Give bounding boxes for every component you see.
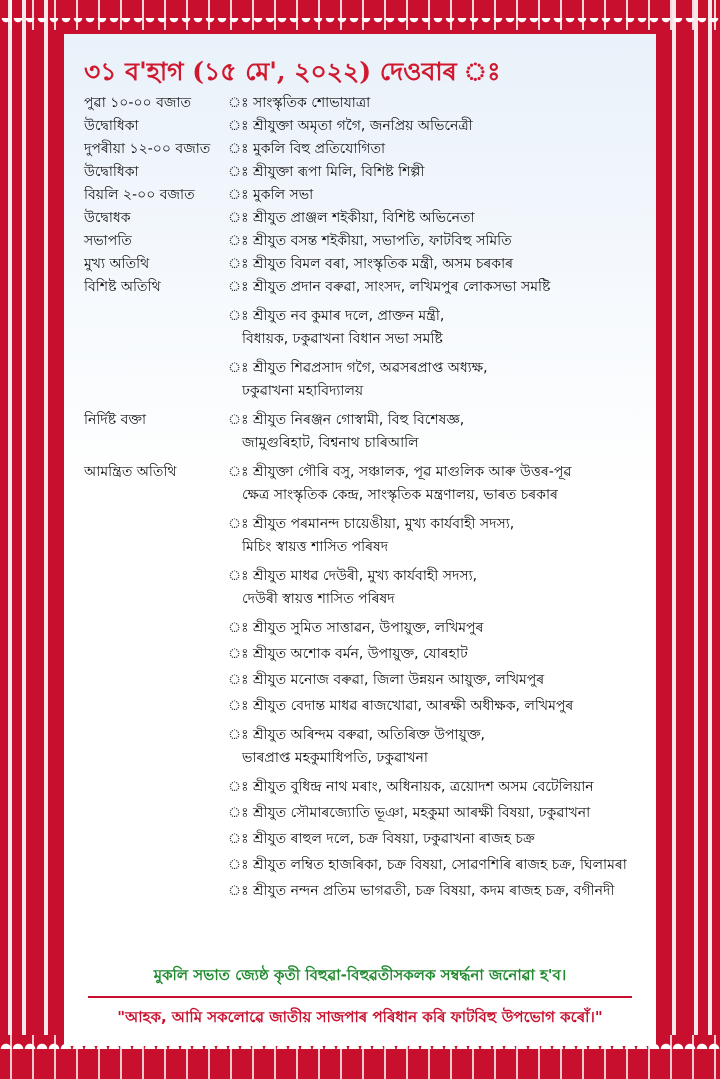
- schedule-row: [84, 643, 644, 666]
- schedule-value: ঃ শ্ৰীযুত বসন্ত শইকীয়া, সভাপতি, ফাটবিহু সমিতি: [228, 233, 512, 249]
- right-inner-stripe: [694, 0, 698, 1079]
- schedule-label: বিয়লি ২-০০ বজাত: [84, 187, 195, 203]
- schedule-label: [84, 828, 228, 851]
- schedule-value: ঃ শ্ৰীযুক্তা অমৃতা গগৈ, জনপ্ৰিয় অভিনেত্ৰী: [228, 118, 473, 134]
- schedule-row: [84, 207, 644, 230]
- right-outer-stripe: [708, 0, 712, 1079]
- schedule-value: মিচিং স্বায়ত্ত শাসিত পৰিষদ: [242, 539, 389, 555]
- schedule-value: ঃ মুকলি বিহু প্ৰতিযোগিতা: [228, 141, 386, 157]
- schedule-row: [84, 802, 644, 825]
- schedule-value: ঃ শ্ৰীযুত মনোজ বৰুৱা, জিলা উন্নয়ন আয়ুক্ত, লখিমপুৰ: [228, 672, 545, 688]
- schedule-value: ঃ মুকলি সভা: [228, 187, 314, 203]
- schedule-row: [84, 880, 644, 903]
- schedule-label: [84, 380, 228, 403]
- schedule-value: ঃ শ্ৰীযুক্তা গৌৰি বসু, সঞ্চালক, পূৱ মাগুলিক আৰু উত্তৰ-পূৱ: [228, 464, 572, 480]
- schedule-label: [84, 305, 228, 328]
- schedule-row: [84, 409, 644, 432]
- schedule-label: [84, 432, 228, 455]
- schedule-label: উদ্বোধিকা: [84, 118, 139, 134]
- schedule-value: দেউৰী স্বায়ত্ত শাসিত পৰিষদ: [242, 591, 395, 607]
- schedule-label: [84, 747, 228, 770]
- schedule-value: ঃ শ্ৰীযুক্তা ৰূপা মিলি, বিশিষ্ট শিল্পী: [228, 164, 425, 180]
- right-panel-stripe: [672, 0, 676, 1079]
- schedule-row: [84, 854, 644, 877]
- schedule-value: ঃ শ্ৰীযুত সৌমাৰজ্যোতি ভূঞা, মহকুমা আৰক্ষী বিষয়া, ঢকুৱাখনা: [228, 805, 591, 821]
- schedule-label: [84, 669, 228, 692]
- schedule-value: ঃ শ্ৰীযুত লম্বিত হাজৰিকা, চক্ৰ বিষয়া, সোৱণশিৰি ৰাজহ চক্ৰ, ঘিলামৰা: [228, 857, 627, 873]
- schedule-value: ঃ শ্ৰীযুত মাধৱ দেউৰী, মুখ্য কাৰ্যবাহী সদস্য,: [228, 568, 478, 584]
- schedule-label: পুৱা ১০-০০ বজাত: [84, 95, 191, 111]
- schedule-value: ঃ শ্ৰীযুত প্ৰাঞ্জল শইকীয়া, বিশিষ্ট অভিনেতা: [228, 210, 475, 226]
- schedule-row: [84, 776, 644, 799]
- schedule-list: [84, 92, 644, 903]
- schedule-row: [84, 724, 644, 747]
- schedule-value: ঃ শ্ৰীযুত শিৱপ্ৰসাদ গগৈ, অৱসৰপ্ৰাপ্ত অধ্যক্ষ,: [228, 360, 488, 376]
- schedule-label: [84, 776, 228, 799]
- schedule-value: ঃ শ্ৰীযুত বেদান্ত মাধৱ ৰাজখোৱা, আৰক্ষী অধীক্ষক, লখিমপুৰ: [228, 698, 574, 714]
- schedule-row: [84, 461, 644, 484]
- schedule-row: [84, 432, 644, 455]
- schedule-row: [84, 380, 644, 403]
- schedule-row: [84, 230, 644, 253]
- schedule-row: [84, 357, 644, 380]
- schedule-value: ঃ শ্ৰীযুত অৰিন্দম বৰুৱা, অতিৰিক্ত উপায়ুক্ত,: [228, 727, 485, 743]
- schedule-label: উদ্বোধক: [84, 210, 131, 226]
- top-decorative-border: [0, 0, 720, 30]
- schedule-value: ঃ শ্ৰীযুত সুমিত সাত্তাৱন, উপায়ুক্ত, লখিমপুৰ: [228, 620, 484, 636]
- schedule-label: [84, 854, 228, 877]
- schedule-label: দুপৰীয়া ১২-০০ বজাত: [84, 141, 211, 157]
- schedule-label: [84, 328, 228, 351]
- schedule-value: ঃ শ্ৰীযুত নব কুমাৰ দলে, প্ৰাক্তন মন্ত্ৰী,: [228, 308, 445, 324]
- schedule-label: [84, 695, 228, 718]
- left-inner-stripe: [22, 0, 26, 1079]
- schedule-row: [84, 253, 644, 276]
- schedule-value: ভাৰপ্ৰাপ্ত মহকুমাধিপতি, ঢকুৱাখনা: [242, 750, 428, 766]
- schedule-value: ঃ শ্ৰীযুত বিমল বৰা, সাংস্কৃতিক মন্ত্ৰী, অসম চৰকাৰ: [228, 256, 514, 272]
- schedule-row: [84, 513, 644, 536]
- schedule-value: ঃ শ্ৰীযুত বুধিন্দ্ৰ নাথ মৰাং, অধিনায়ক, ত্ৰয়োদশ অসম বেটেলিয়ান: [228, 779, 594, 795]
- appeal-quote: "আহক, আমি সকলোৱে জাতীয় সাজপাৰ পৰিধান কৰি ফাটবিহু উপভোগ কৰোঁ।": [117, 1008, 603, 1026]
- schedule-label: [84, 588, 228, 611]
- schedule-label: [84, 536, 228, 559]
- schedule-row: [84, 484, 644, 507]
- schedule-row: [84, 747, 644, 770]
- schedule-row: [84, 588, 644, 611]
- schedule-value: ঢকুৱাখনা মহাবিদ্যালয়: [242, 383, 364, 399]
- schedule-label: [84, 617, 228, 640]
- schedule-value: ঃ শ্ৰীযুত নন্দন প্ৰতিম ভাগৱতী, চক্ৰ বিষয়া, কদম ৰাজহ চক্ৰ, বগীনদী: [228, 883, 615, 899]
- schedule-row: [84, 92, 644, 115]
- left-panel-stripe: [44, 0, 48, 1079]
- schedule-value: ঃ শ্ৰীযুত অশোক বৰ্মন, উপায়ুক্ত, যোৰহাট: [228, 646, 468, 662]
- schedule-value: ঃ শ্ৰীযুত নিৰঞ্জন গোস্বামী, বিহু বিশেষজ্ঞ,: [228, 412, 465, 428]
- schedule-value: ঃ শ্ৰীযুত প্ৰদান বৰুৱা, সাংসদ, লখিমপুৰ লোকসভা সমষ্টি: [228, 279, 551, 295]
- schedule-row: [84, 276, 644, 299]
- schedule-label: উদ্বোধিকা: [84, 164, 139, 180]
- schedule-row: [84, 305, 644, 328]
- schedule-label: [84, 357, 228, 380]
- schedule-label: [84, 484, 228, 507]
- schedule-label: [84, 880, 228, 903]
- schedule-label: সভাপতি: [84, 233, 132, 249]
- schedule-label: আমন্ত্ৰিত অতিথি: [84, 464, 177, 480]
- footer-divider: [88, 996, 632, 998]
- schedule-label: নিৰ্দিষ্ট বক্তা: [84, 412, 147, 428]
- schedule-value: ঃ সাংস্কৃতিক শোভাযাত্ৰা: [228, 95, 371, 111]
- schedule-row: [84, 328, 644, 351]
- schedule-row: [84, 695, 644, 718]
- schedule-label: [84, 724, 228, 747]
- schedule-label: [84, 802, 228, 825]
- left-outer-stripe: [8, 0, 12, 1079]
- schedule-row: [84, 536, 644, 559]
- schedule-value: ঃ শ্ৰীযুত পৰমানন্দ চায়েঙীয়া, মুখ্য কাৰ্যবাহী সদস্য,: [228, 516, 515, 532]
- schedule-label: মুখ্য অতিথি: [84, 256, 150, 272]
- schedule-row: [84, 161, 644, 184]
- schedule-value: বিধায়ক, ঢকুৱাখনা বিধান সভা সমষ্টি: [242, 331, 443, 347]
- felicitation-note: মুকলি সভাত জ্যেষ্ঠ কৃতী বিহুৱা-বিহুৱতীসকলক সম্বৰ্দ্ধনা জনোৱা হ'ব।: [153, 966, 567, 984]
- schedule-label: [84, 643, 228, 666]
- schedule-value: জামুগুৰিহাট, বিশ্বনাথ চাৰিআলি: [242, 435, 419, 451]
- schedule-row: [84, 184, 644, 207]
- schedule-value: ক্ষেত্ৰ সাংস্কৃতিক কেন্দ্ৰ, সাংস্কৃতিক মন্ত্ৰণালয়, ভাৰত চৰকাৰ: [242, 487, 558, 503]
- page-title: ৩১ ব'হাগ (১৫ মে', ২০২২) দেওবাৰ ঃ: [84, 57, 501, 86]
- schedule-row: [84, 565, 644, 588]
- schedule-label: বিশিষ্ট অতিথি: [84, 279, 161, 295]
- schedule-label: [84, 565, 228, 588]
- schedule-row: [84, 669, 644, 692]
- schedule-row: [84, 138, 644, 161]
- schedule-row: [84, 617, 644, 640]
- schedule-row: [84, 115, 644, 138]
- schedule-label: [84, 513, 228, 536]
- schedule-value: ঃ শ্ৰীযুত ৰাহুল দলে, চক্ৰ বিষয়া, ঢকুৱাখনা ৰাজহ চক্ৰ: [228, 831, 535, 847]
- schedule-row: [84, 828, 644, 851]
